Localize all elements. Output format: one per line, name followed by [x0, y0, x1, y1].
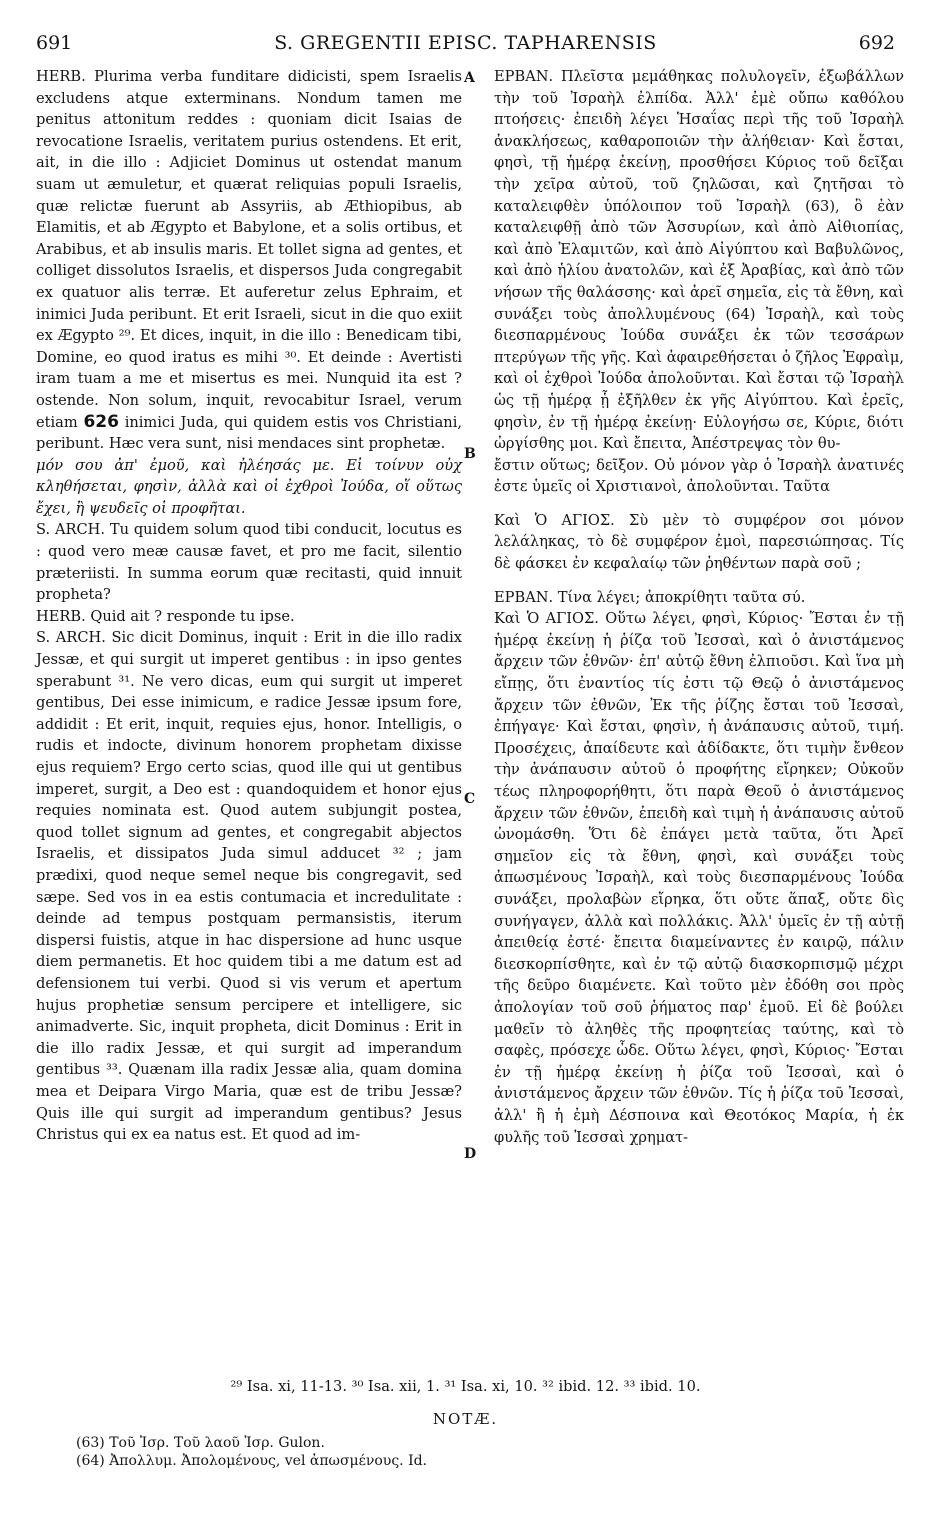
- greek-paragraph: Καὶ Ὁ ΑΓΙΟΣ. Σὺ μὲν τὸ συμφέρον σοι μόνον λελάληκας, τὸ δὲ συμφέρον ἐμοὶ, παρεσιώπησας. Τίς δὲ φάσκει ἐν κεφαλαίῳ τῶν ῥηθέντων παρὰ σοῦ ;: [494, 511, 904, 573]
- greek-spill-text: [36, 455, 462, 520]
- footnotes: ²⁹ Isa. xi, 11-13. ³⁰ Isa. xii, 1. ³¹ Isa. xi, 10. ³² ibid. 12. ³³ ibid. 10.: [230, 1378, 701, 1395]
- latin-text: inimici Juda, qui quidem estis vos Christiani, peribunt. Hæc vera sunt, nisi mendaces sint prophetæ.: [36, 413, 462, 453]
- margin-marker-d: D: [464, 1146, 477, 1162]
- greek-text: μόν σου ἀπ' ἐμοῦ, καὶ ἠλέησάς με. Εἰ τοίνυν οὐχ κληθήσεται, φησὶν, ἀλλὰ καὶ οἱ ἐχθροὶ Ἰούδα, οἵ οὕτως ἔχει, ἢ ψευδεῖς οἱ προφῆται.: [36, 456, 462, 517]
- notae-heading: NOTÆ.: [432, 1410, 499, 1428]
- note-item: (63) Τοῦ Ἰσρ. Τοῦ λαοῦ Ἰσρ. Gulon.: [76, 1435, 325, 1451]
- latin-text: HERB. Plurima verba funditare didicisti, spem Israelis excludens atque exterminans. Nondum tamen me penitus attonitum reddes : quoniam dicit Isaias de revocatione Israelis, veritatem purius ostendens. Et erit, ait, in die illo : Adjiciet Dominus ut ostendat manum suam ut æmuletur, et quærat reliquias populi Israelis, quæ relictæ fuerunt ab Assyriis, ab Æthiopibus, ab Elamitis, et ab Ægypto et Babylone, et a solis ortibus, et Arabibus, et ab insulis maris. Et tollet signa ad gentes, et colliget dissolutos Israelis, et dispersos Juda congregabit ex quatuor alis terræ. Et auferetur zelus Ephraim, et inimici Juda peribunt. Et erit Israeli, sicut in die quo exiit ex Ægypto ²⁹. Et dices, inquit, in die illo : Benedicam tibi, Domine, eo quod iratus es mihi ³⁰. Et deinde : Avertisti iram tuam a me et misertus es mei. Nunquid ita est ? ostende. Non solum, inquit, revocabitur Israel, verum etiam: [36, 68, 462, 431]
- latin-paragraph: HERB. Quid ait ? responde tu ipse.: [36, 607, 295, 625]
- running-header: [36, 32, 895, 62]
- greek-paragraph: ΕΡΒΑΝ. Πλεῖστα μεμάθηκας πολυλογεῖν, ἐξωβάλλων τὴν τοῦ Ἰσραὴλ ἐλπίδα. Ἀλλ' ἐμὲ οὔπω καθόλου πτοήσεις· ἐπειδὴ λέγει Ἡσαΐας περὶ τῆς τοῦ Ἰσραὴλ ἀνακλήσεως, καθαροποιῶν τὴν ἀλήθειαν· Καὶ ἔσται, φησὶ, τῇ ἡμέρᾳ ἐκείνῃ, προσθήσει Κύριος τοῦ δεῖξαι τὴν χεῖρα αὐτοῦ, τοῦ ζηλῶσαι, καὶ ζητῆσαι τὸ καταλειφθὲν ὑπόλοιπον τοῦ Ἰσραὴλ (63), ὃ ἐὰν καταλειφθῇ ἀπὸ τῶν Ἀσσυρίων, καὶ ἀπὸ Αἰθιοπίας, καὶ ἀπὸ Ἐλαμιτῶν, καὶ ἀπὸ Αἰγύπτου καὶ Βαβυλῶνος, καὶ ἀπὸ ἡλίου ἀνατολῶν, καὶ ἐξ Ἀραβίας, καὶ ἀπὸ τῶν νήσων τῆς θαλάσσης· καὶ ἀρεῖ σημεῖα, εἰς τὰ ἔθνη, καὶ συνάξει τοὺς ἀπολλυμένους (64) Ἰσραὴλ, καὶ τοὺς διεσπαρμένους Ἰούδα συνάξει ἐκ τῶν τεσσάρων πτερύγων τῆς γῆς. Καὶ ἀφαιρεθήσεται ὁ ζῆλος Ἐφραὶμ, καὶ οἱ ἐχθροὶ Ἰούδα ἀπολοῦνται. Καὶ ἔσται τῷ Ἰσραὴλ ὡς τῇ ἡμέρᾳ ᾗ ἐξῆλθεν ἐκ γῆς Αἰγύπτου. Καὶ ἐρεῖς, φησὶν, ἐν τῇ ἡμέρᾳ ἐκείνῃ· Εὐλογήσω σε, Κύριε, διότι ὠργίσθης μοι. Καὶ ἔπειτα, Ἀπέστρεψας τὸν θυ-: [494, 68, 904, 453]
- greek-spill-text: ἔστιν οὕτως; δεῖξον. Οὐ μόνον γὰρ ὁ Ἰσραὴλ ἀνατινές ἐστε ὑμεῖς οἱ Χριστιανοὶ, ἀπολοῦνται. Ταῦτα: [494, 456, 904, 496]
- greek-column: [494, 66, 904, 1148]
- paragraph-gap: [494, 498, 904, 510]
- notae-list: [76, 1434, 427, 1470]
- margin-marker-c: C: [464, 791, 476, 807]
- column-number-badge: 626: [83, 411, 119, 432]
- greek-paragraph: Καὶ Ὁ ΑΓΙΟΣ. Οὕτω λέγει, φησὶ, Κύριος· Ἔσται ἐν τῇ ἡμέρᾳ ἐκείνῃ ἡ ῥίζα τοῦ Ἰεσσαὶ, καὶ ὁ ἀνιστάμενος ἄρχειν τῶν ἐθνῶν· ἐπ' αὐτῷ ἔθνη ἐλπιοῦσι. Καὶ ἵνα μὴ εἴπῃς, ὅτι ἐναντίος τίς ἐστι τῷ Θεῷ ὁ ἀνιστάμενος ἄρχειν τῶν ἐθνῶν, Ἐκ τῆς ῥίζης ἔσται τοῦ Ἰεσσαὶ, ἐπήγαγε· Καὶ ἔσται, φησὶν, ἡ ἀνάπαυσις αὐτοῦ, τιμή. Προσέχεις, ἀπαίδευτε καὶ ἀδίδακτε, ὅτι τιμὴν ἔνθεον τὴν ἀνάπαυσιν αὐτοῦ ὁ προφήτης εἴρηκεν; Οὐκοῦν τέως πληροφορήθητι, ὅτι παρὰ Θεοῦ ὁ ἀνιστάμενος ἄρχειν τῶν ἐθνῶν, ἐπειδὴ καὶ τιμὴ ἡ ἀνάπαυσις αὐτοῦ ὠνομάσθη. Ὅτι δὲ ἐπάγει μετὰ ταῦτα, ὅτι Ἀρεῖ σημεῖον εἰς τὰ ἔθνη, φησὶ, καὶ συνάξει τοὺς ἀπωσμένους Ἰσραὴλ, καὶ τοὺς διεσπαρμένους Ἰούδα συνάξει, προλαβὼν εἴρηκα, ὅτι οὔτε ἅπαξ, οὔτε δὶς συνήγαγεν, ἀλλὰ καὶ πολλάκις. Ἀλλ' ὑμεῖς ἐν τῇ αὐτῇ ἀπειθείᾳ ἐστέ· ἔπειτα διαμείναντες ἐν καιρῷ, πάλιν διεσκορπίσθητε, καὶ ἐν τῷ αὐτῷ διασκορπισμῷ μέχρι τῆς δεῦρο διαμένετε. Καὶ τοῦτο μὲν ἐδόθη σοι πρὸς ἀπολογίαν τοῦ σοῦ ῥήματος παρ' ἐμοῦ. Εἰ δὲ βούλει μαθεῖν τὸ ἀληθὲς τῆς προφητείας ταύτης, καὶ τὸ σαφὲς, πρόσεχε ὧδε. Οὕτω λέγει, φησὶ, Κύριος· Ἔσται ἐν τῇ ἡμέρᾳ ἐκείνῃ ἡ ῥίζα τοῦ Ἰεσσαὶ, καὶ ὁ ἀνιστάμενος ἄρχειν τῶν ἐθνῶν. Τίς ἡ ῥίζα τοῦ Ἰεσσαὶ, ἀλλ' ἢ ἡ ἐμὴ Δέσποινα καὶ Θεοτόκος Μαρία, ἡ ἐκ φυλῆς τοῦ Ἰεσσαὶ χρηματ-: [494, 610, 904, 1146]
- page-number-right: 692: [858, 32, 895, 54]
- margin-marker-b: B: [464, 446, 476, 462]
- latin-column: [36, 66, 462, 1146]
- latin-paragraph: S. ARCH. Tu quidem solum quod tibi conducit, locutus es : quod vero meæ causæ favet, et pro me facit, silentio præteriisti. In summa eorum quæ recitasti, quid innuit propheta?: [36, 521, 462, 604]
- running-title: S. GREGENTII EPISC. TAPHARENSIS: [274, 32, 657, 54]
- latin-paragraph: [36, 66, 462, 455]
- note-item: (64) Ἀπολλυμ. Ἀπολομένους, vel ἀπωσμένους. Id.: [76, 1453, 428, 1469]
- greek-paragraph: ΕΡΒΑΝ. Τίνα λέγει; ἀποκρίθητι ταῦτα σύ.: [494, 588, 806, 606]
- page-number-left: 691: [36, 32, 73, 54]
- paragraph-gap: [494, 575, 904, 587]
- margin-marker-a: A: [464, 70, 475, 86]
- latin-paragraph: S. ARCH. Sic dicit Dominus, inquit : Erit in die illo radix Jessæ, et qui surgit ut imperet gentibus : in ipso gentes sperabunt ³¹. Ne vero dicas, eum qui surgit ut imperet gentibus, Dei esse inimicum, e radice Jessæ ipsum fore, addidit : Et erit, inquit, requies ejus, honor. Intelligis, o rudis et indocte, divinum honorem prophetam dixisse ejus requiem? Ergo certo scias, quod ille qui ut gentibus imperet, surgit, a Deo est : quandoquidem et honor ejus requies nominata est. Quod autem subjungit postea, quod tollet signum ad gentes, et congregabit abjectos Israelis, et dissipatos Juda simul adducet ³² ; jam prædixi, quod neque semel neque bis congregavit, sed sæpe. Sed vos in ea estis contumacia et incredulitate : deinde ad tempus postquam permansistis, iterum dispersi fuistis, atque in hac dispersione ad hunc usque diem permanetis. Et hoc quidem tibi a me datum est ad defensionem tui verbi. Quod si vis verum et apertum hujus prophetiæ sensum percipere et intelligere, sic animadverte. Sic, inquit propheta, dicit Dominus : Erit in die illo radix Jessæ, et qui surgit ad imperandum gentibus ³³. Quænam illa radix Jessæ alia, quam domina mea et Deipara Virgo Maria, quæ est de tribu Jessæ? Quis ille qui surgit ad imperandum gentibus? Jesus Christus qui ex ea natus est. Et quod ad im-: [36, 629, 462, 1144]
